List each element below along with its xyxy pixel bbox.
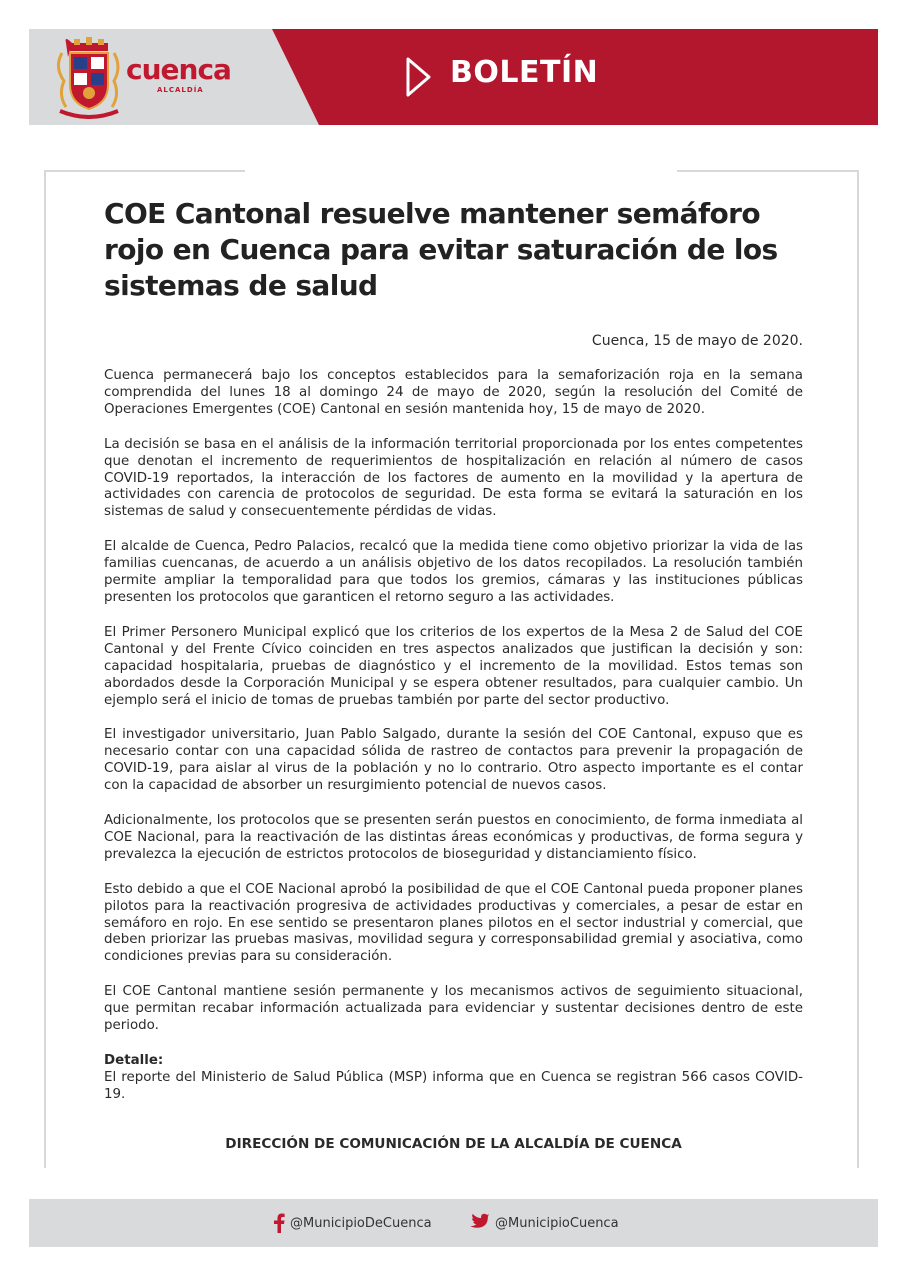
paragraph-5: El investigador universitario, Juan Pablo Salgado, durante la sesión del COE Cantonal, expuso que es necesario contar con una capacidad sólida de rastreo de contactos para prevenir la propagación de COVID-19, para aislar al virus de la población y no lo contrario. Otro aspecto importante es el contar con la capacidad de absorber un resurgimiento potencial de nuevos casos. xyxy=(104,727,803,794)
facebook-handle: @MunicipioDeCuenca xyxy=(290,1215,432,1231)
logo-subtitle: ALCALDÍA xyxy=(157,86,204,94)
logo-wordmark: cuenca xyxy=(126,53,231,86)
facebook-link[interactable] xyxy=(273,1212,432,1234)
twitter-link[interactable] xyxy=(466,1212,619,1234)
paragraph-2: La decisión se basa en el análisis de la información territorial proporcionada por los entes competentes que denotan el incremento de requerimientos de hospitalización en relación al número de casos COVID-19 reportados, la interacción de los factores de aumento en la movilidad y la apertura de actividades con carencia de protocolos de seguridad. De esta forma se evitará la saturación en los sistemas de salud y consecuentemente pérdidas de vidas. xyxy=(104,436,803,520)
facebook-icon xyxy=(273,1213,285,1233)
detail-text: El reporte del Ministerio de Salud Pública (MSP) informa que en Cuenca se registran 566 casos COVID-19. xyxy=(104,1069,803,1102)
header-banner xyxy=(29,29,878,125)
footer-banner xyxy=(29,1199,878,1247)
frame-top-gap xyxy=(245,165,677,175)
paragraph-7: Esto debido a que el COE Nacional aprobó la posibilidad de que el COE Cantonal pueda proponer planes pilotos para la reactivación progresiva de actividades productivas y comerciales, a pesar de estar en semáforo en rojo. En ese sentido se presentaron planes pilotos en el sector industrial y comercial, que deben priorizar las pruebas masivas, movilidad segura y corresponsabilidad gremial y asociativa, como condiciones previas para su consideración. xyxy=(104,881,803,965)
bulletin-label: BOLETÍN xyxy=(450,55,599,90)
document-date: Cuenca, 15 de mayo de 2020. xyxy=(591,333,803,349)
detail-heading: Detalle: xyxy=(104,1053,164,1068)
paragraph-1: Cuenca permanecerá bajo los conceptos establecidos para la semaforización roja en la semana comprendida del lunes 18 al domingo 24 de mayo de 2020, según la resolución del Comité de Operaciones Emergentes (COE) Cantonal en sesión mantenida hoy, 15 de mayo de 2020. xyxy=(104,368,803,417)
twitter-icon xyxy=(466,1213,490,1233)
paragraph-8: El COE Cantonal mantiene sesión permanente y los mecanismos activos de seguimiento situacional, que permitan recabar información actualizada para evidenciar y sustentar decisiones dentro de este periodo. xyxy=(104,984,803,1034)
paragraph-4: El Primer Personero Municipal explicó que los criterios de los expertos de la Mesa 2 de Salud del COE Cantonal y del Frente Cívico coinciden en tres aspectos analizados que justifican la decisión y son: capacidad hospitalaria, pruebas de diagnóstico y el incremento de la movilidad. Estos temas son abordados desde la Corporación Municipal y se espera obtener resultados, para cualquier cambio. Un ejemplo será el inicio de tomas de pruebas también por parte del sector productivo. xyxy=(104,624,803,708)
twitter-handle: @MunicipioCuenca xyxy=(495,1215,619,1231)
signature-line: DIRECCIÓN DE COMUNICACIÓN DE LA ALCALDÍA DE CUENCA xyxy=(225,1136,682,1152)
play-arrow-icon xyxy=(405,56,433,98)
paragraph-6: Adicionalmente, los protocolos que se presenten serán puestos en conocimiento, de forma inmediata al COE Nacional, para la reactivación de las distintas áreas económicas y productivas, de forma segura y prevalezca la ejecución de estrictos protocolos de bioseguridad y distanciamiento físico. xyxy=(104,813,803,862)
document-title: COE Cantonal resuelve mantener semáforo rojo en Cuenca para evitar saturación de los sistemas de salud xyxy=(104,197,778,302)
document-body xyxy=(104,368,803,1122)
detail-block xyxy=(104,1053,803,1104)
paragraph-3: El alcalde de Cuenca, Pedro Palacios, recalcó que la medida tiene como objetivo priorizar la vida de las familias cuencanas, de acuerdo a un análisis objetivo de los datos recopilados. La resolución también permite ampliar la temporalidad para que todos los gremios, cámaras y las instituciones públicas presenten los protocolos que garanticen el retorno seguro a las actividades. xyxy=(104,539,803,605)
